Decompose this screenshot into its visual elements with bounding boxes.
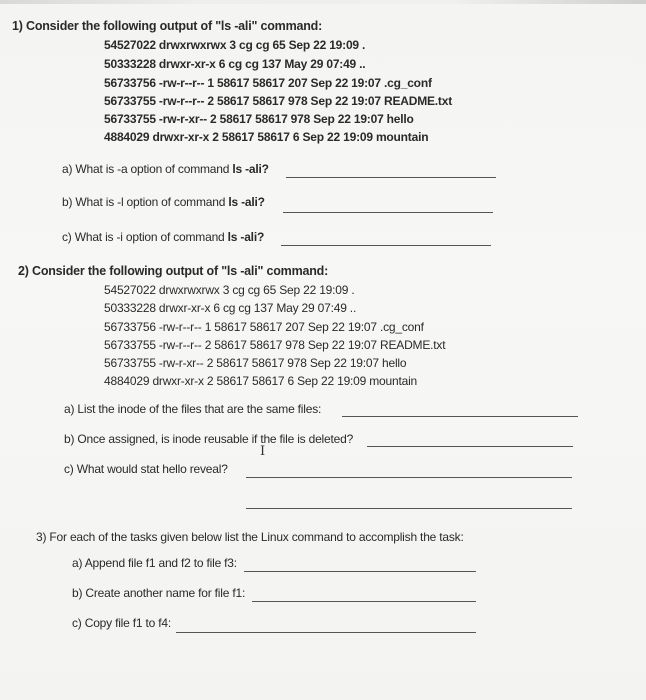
page-top-edge: [0, 0, 646, 4]
q1-answer-c-line[interactable]: [281, 245, 491, 246]
q1-listing-line: 56733755 -rw-r-xr-- 2 58617 58617 978 Sep 22 19:07 hello: [104, 112, 414, 126]
q2-answer-c-line[interactable]: [246, 477, 572, 478]
q2-title: 2) Consider the following output of "ls -ali" command:: [18, 264, 329, 278]
q2-question-c: c) What would stat hello reveal?: [64, 462, 228, 476]
q2-listing-line: 54527022 drwxrwxrwx 3 cg cg 65 Sep 22 19:09 .: [104, 283, 355, 297]
q1-listing-line: 4884029 drwxr-xr-x 2 58617 58617 6 Sep 22 19:09 mountain: [104, 130, 429, 144]
q3-answer-c-line[interactable]: [176, 632, 476, 633]
q2-listing-line: 56733755 -rw-r-xr-- 2 58617 58617 978 Sep 22 19:07 hello: [104, 356, 407, 370]
q2-listing-line: 4884029 drwxr-xr-x 2 58617 58617 6 Sep 22 19:09 mountain: [104, 374, 418, 388]
q1-answer-a-line[interactable]: [286, 177, 496, 178]
q2-question-a: a) List the inode of the files that are the same files:: [64, 402, 322, 416]
q1-question-a: a) What is -a option of command ls -ali?: [62, 162, 269, 176]
q2-question-b: b) Once assigned, is inode reusable if the file is deleted?: [64, 432, 354, 446]
q1-question-c: c) What is -i option of command ls -ali?: [62, 230, 265, 244]
q3-answer-b-line[interactable]: [252, 601, 476, 602]
q3-answer-a-line[interactable]: [244, 571, 476, 572]
q2-answer-a-line[interactable]: [342, 416, 578, 417]
q1-listing-line: 50333228 drwxr-xr-x 6 cg cg 137 May 29 07:49 ..: [104, 57, 366, 71]
q2-listing-line: 56733755 -rw-r--r-- 2 58617 58617 978 Sep 22 19:07 README.txt: [104, 338, 446, 352]
q3-question-c: c) Copy file f1 to f4:: [72, 616, 171, 630]
q3-question-b: b) Create another name for file f1:: [72, 586, 246, 600]
q1-answer-b-line[interactable]: [283, 212, 493, 213]
text-cursor-icon: I: [260, 444, 266, 459]
q1-listing-line: 56733755 -rw-r--r-- 2 58617 58617 978 Sep 22 19:07 README.txt: [104, 94, 452, 108]
q2-listing-line: 50333228 drwxr-xr-x 6 cg cg 137 May 29 07:49 ..: [104, 301, 357, 315]
q1-title: 1) Consider the following output of "ls -ali" command:: [12, 19, 323, 33]
q3-question-a: a) Append file f1 and f2 to file f3:: [72, 556, 237, 570]
q2-answer-b-line[interactable]: [367, 446, 573, 447]
q2-listing-line: 56733756 -rw-r--r-- 1 58617 58617 207 Sep 22 19:07 .cg_conf: [104, 320, 424, 334]
q3-title: 3) For each of the tasks given below list the Linux command to accomplish the task:: [36, 530, 464, 544]
q1-listing-line: 54527022 drwxrwxrwx 3 cg cg 65 Sep 22 19:09 .: [104, 38, 366, 52]
q2-answer-c-extra-line[interactable]: [246, 508, 572, 509]
q1-listing-line: 56733756 -rw-r--r-- 1 58617 58617 207 Sep 22 19:07 .cg_conf: [104, 76, 432, 90]
q1-question-b: b) What is -l option of command ls -ali?: [62, 195, 265, 209]
